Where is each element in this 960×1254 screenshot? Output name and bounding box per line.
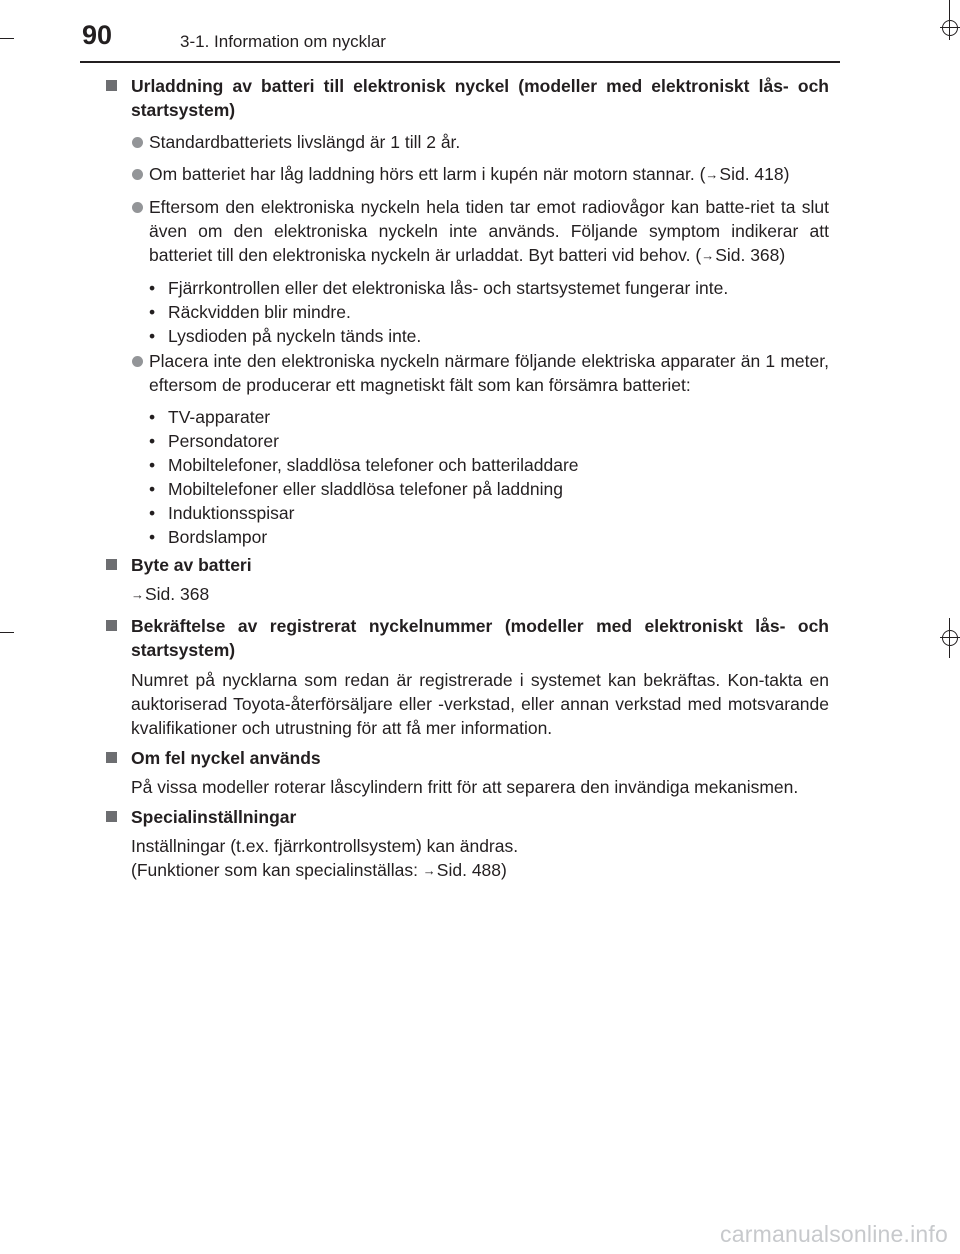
section-body: Numret på nycklarna som redan är registrerade i systemet kan bekräftas. Kon-takta en auktoriserad Toyota-återförsäljare eller -verkstad, eller annan verkstad med motsvarande kvalifikationer och utrustning för att få mer information. (131, 670, 829, 738)
square-bullet-icon (106, 80, 117, 91)
sub-list-item: • TV-apparater (149, 407, 271, 427)
section-wrong-key (105, 746, 829, 799)
section-body: På vissa modeller roterar låscylindern fritt för att separera den invändiga mekanismen. (131, 777, 799, 797)
section-key-number-confirmation (105, 614, 829, 740)
arrow-right-icon: → (422, 863, 436, 878)
section-custom-settings (105, 805, 829, 883)
symptom-list (105, 276, 829, 348)
page-content (105, 74, 829, 883)
section-heading: Bekräftelse av registrerat nyckelnummer (modeller med elektroniskt lås- och startsystem) (105, 614, 829, 662)
section-heading: Urladdning av batteri till elektronisk nyckel (modeller med elektroniskt lås- och startsystem) (105, 74, 829, 122)
page-reference[interactable]: Sid. 368 (715, 245, 780, 265)
square-bullet-icon (106, 620, 117, 631)
page-reference[interactable]: Sid. 368 (145, 584, 210, 604)
square-bullet-icon (106, 752, 117, 763)
arrow-right-icon: → (131, 587, 144, 602)
section-battery-discharge (105, 74, 829, 549)
round-bullet-icon (132, 137, 143, 148)
header-rule (80, 61, 840, 63)
list-item: Om batteriet har låg laddning hörs ett larm i kupén när motorn stannar. (→Sid. 418) (105, 162, 829, 187)
round-bullet-icon (132, 202, 143, 213)
section-body-reference: (Funktioner som kan specialinställas: →Sid. 488) (105, 858, 829, 883)
section-heading: Byte av batteri (105, 553, 829, 577)
list-item: Placera inte den elektroniska nyckeln närmare följande elektriska apparater än 1 meter, eftersom de producerar ett magnetiskt fält som kan försämra batteriet: (105, 349, 829, 397)
page-reference[interactable]: Sid. 488 (436, 860, 502, 880)
square-bullet-icon (106, 811, 117, 822)
page-reference[interactable]: Sid. 418 (719, 164, 784, 184)
sub-list-item: • Mobiltelefoner, sladdlösa telefoner och batteriladdare (149, 455, 579, 475)
crop-mark-mid-left (0, 632, 14, 633)
sub-list-item: • Bordslampor (149, 527, 268, 547)
sub-list-item: • Räckvidden blir mindre. (149, 302, 351, 322)
page-number: 90 (82, 20, 113, 50)
appliance-list (105, 405, 829, 549)
sub-list-item: • Induktionsspisar (149, 503, 295, 523)
watermark: carmanualsonline.info (720, 1221, 948, 1247)
section-heading: Specialinställningar (105, 805, 829, 829)
sub-list-item: • Mobiltelefoner eller sladdlösa telefoner på laddning (149, 479, 563, 499)
square-bullet-icon (106, 559, 117, 570)
section-title: 3-1. Information om nycklar (180, 32, 386, 51)
sub-list-item: • Persondatorer (149, 431, 279, 451)
arrow-right-icon: → (705, 167, 719, 182)
section-heading: Om fel nyckel används (105, 746, 829, 770)
reference-line (105, 582, 829, 607)
section-battery-replacement (105, 553, 829, 607)
round-bullet-icon (132, 356, 143, 367)
round-bullet-icon (132, 169, 143, 180)
list-item: Eftersom den elektroniska nyckeln hela tiden tar emot radiovågor kan batte-riet ta slut även om den elektroniska nyckeln inte används. Följande symptom indikerar att batteriet till den elektroniska nyckeln är urladdat. Byt batteri vid behov. (→Sid. 368) (105, 195, 829, 268)
sub-list-item: • Lysdioden på nyckeln tänds inte. (149, 326, 422, 346)
list-item: Standardbatteriets livslängd är 1 till 2 år. (105, 130, 829, 154)
arrow-right-icon: → (701, 248, 715, 263)
section-body: Inställningar (t.ex. fjärrkontrollsystem) kan ändras. (131, 836, 519, 856)
page-header (0, 0, 960, 64)
sub-list-item: • Fjärrkontrollen eller det elektroniska lås- och startsystemet fungerar inte. (149, 278, 729, 298)
